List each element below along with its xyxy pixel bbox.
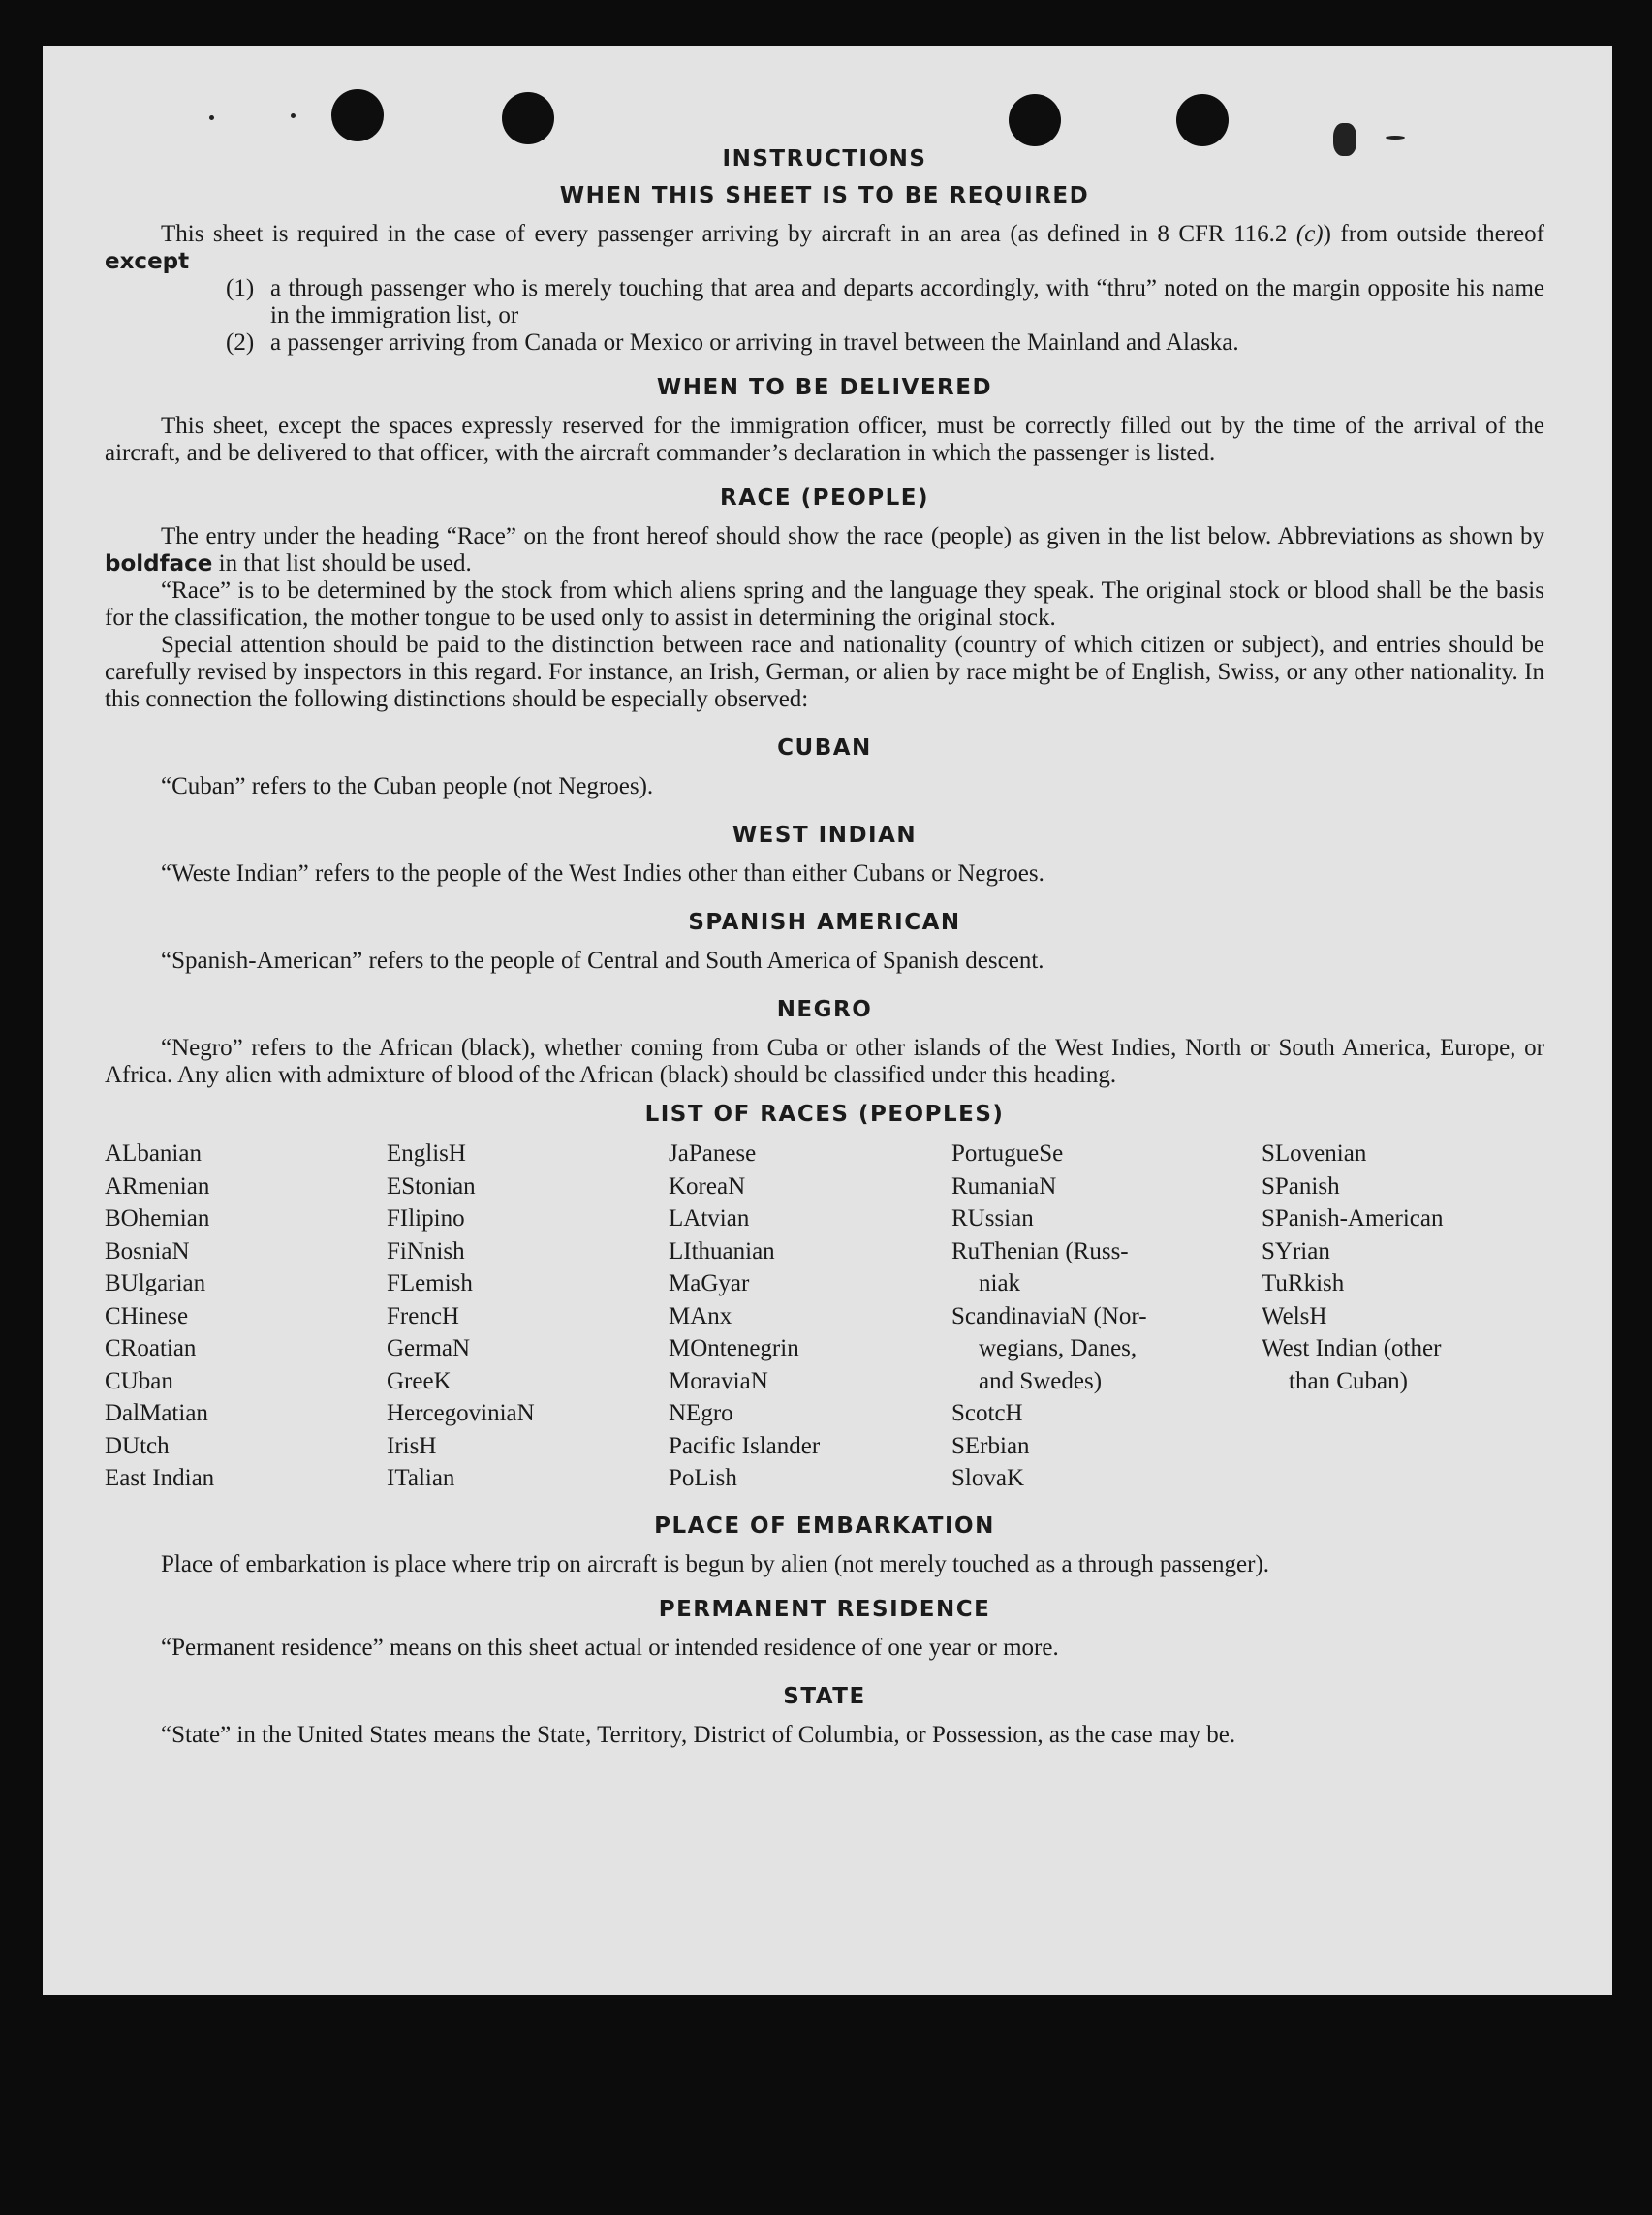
race-entry: West Indian (other <box>1262 1335 1442 1361</box>
punch-hole <box>331 89 384 141</box>
race-entry: KoreaN <box>669 1172 746 1200</box>
race-entry: MOntenegrin <box>669 1335 799 1361</box>
document-page <box>43 46 1612 1995</box>
race-entry: JaPanese <box>669 1140 757 1167</box>
ink-speck <box>209 115 214 120</box>
races-column <box>387 1138 669 1495</box>
race-entry: HercegoviniaN <box>387 1400 535 1426</box>
punch-hole <box>1176 94 1229 146</box>
race-entry-continued: and Swedes) <box>979 1367 1103 1394</box>
race-entry: FIlipino <box>387 1205 465 1232</box>
race-entry: MAnx <box>669 1302 732 1329</box>
heading-permanent-residence: PERMANENT RESIDENCE <box>658 1596 991 1622</box>
race-entry: EnglisH <box>387 1140 466 1167</box>
race-entry-continued: wegians, Danes, <box>979 1335 1138 1361</box>
race-entry: SYrian <box>1262 1237 1330 1264</box>
race-entry: RuThenian (Russ- <box>951 1237 1129 1264</box>
page-title: INSTRUCTIONS <box>722 146 927 172</box>
race-entry: LIthuanian <box>669 1237 775 1264</box>
races-column <box>951 1138 1262 1495</box>
race-entry: East Indian <box>105 1465 215 1491</box>
race-entry: CUban <box>105 1367 173 1394</box>
race-entry: FiNnish <box>387 1237 465 1264</box>
heading-when-delivered: WHEN TO BE DELIVERED <box>656 375 993 400</box>
race-entry: CHinese <box>105 1302 189 1329</box>
spanish-american-text: “Spanish-American” refers to the people of Central and South America of Spanish descent. <box>161 948 1044 974</box>
embarkation-text: Place of embarkation is place where trip on aircraft is begun by alien (not merely touched as a through passenger). <box>161 1550 1270 1577</box>
race-entry: CRoatian <box>105 1335 197 1361</box>
required-intro: This sheet is required in the case of every passenger arriving by aircraft in an area (as defined in 8 CFR 116.2 (c)) from outside thereof except <box>105 221 1544 274</box>
race-entry: DalMatian <box>105 1400 208 1426</box>
race-entry: SLovenian <box>1262 1140 1367 1167</box>
residence-text: “Permanent residence” means on this sheet actual or intended residence of one year or more. <box>161 1634 1059 1661</box>
race-entry: ScandinaviaN (Nor- <box>951 1302 1147 1329</box>
heading-list-of-races: LIST OF RACES (PEOPLES) <box>644 1102 1005 1127</box>
race-entry: BOhemian <box>105 1205 210 1232</box>
race-entry: WelsH <box>1262 1302 1327 1329</box>
race-entry: SlovaK <box>951 1465 1024 1491</box>
race-entry: DUtch <box>105 1432 170 1459</box>
exceptions-list <box>226 275 1544 357</box>
race-paragraph-3: Special attention should be paid to the distinction between race and nationality (country of which citizen or subject), and entries should be carefully revised by inspectors in this regard. For instance, an Irish, German, or alien by race might be of English, Swiss, or any other nationality. In this connection the following distinctions should be especially observed: <box>105 632 1544 712</box>
race-entry-continued: niak <box>979 1270 1021 1296</box>
cfr-citation: (c) <box>1295 221 1324 247</box>
race-entry: ScotcH <box>951 1400 1023 1426</box>
race-entry: TuRkish <box>1262 1270 1345 1296</box>
race-entry: Pacific Islander <box>669 1432 821 1459</box>
punch-hole <box>502 92 554 144</box>
exception-item: (1) a through passenger who is merely touching that area and departs accordingly, with “thru” noted on the margin opposite his name in the immigration list, or <box>226 275 1544 328</box>
race-entry: SPanish-American <box>1262 1205 1444 1232</box>
heading-west-indian: WEST INDIAN <box>732 823 918 848</box>
ink-speck <box>291 113 296 118</box>
ink-speck <box>1386 136 1405 140</box>
punch-hole <box>1009 94 1061 146</box>
heading-cuban: CUBAN <box>777 735 872 761</box>
race-entry: IrisH <box>387 1432 437 1459</box>
race-paragraph-2: “Race” is to be determined by the stock from which aliens spring and the language they speak. The original stock or blood shall be the basis for the classification, the mother tongue to be used only to assist in determining the original stock. <box>105 577 1544 631</box>
west-indian-text: “Weste Indian” refers to the people of the West Indies other than either Cubans or Negroes. <box>161 860 1044 887</box>
heading-spanish-american: SPANISH AMERICAN <box>688 910 961 935</box>
race-entry: ALbanian <box>105 1140 202 1167</box>
race-entry: GermaN <box>387 1335 471 1361</box>
heading-when-required: WHEN THIS SHEET IS TO BE REQUIRED <box>559 183 1090 208</box>
race-entry: BUlgarian <box>105 1270 206 1296</box>
races-table <box>105 1138 1544 1495</box>
race-entry: FrencH <box>387 1302 459 1329</box>
heading-state: STATE <box>783 1683 866 1709</box>
exception-item: (2) a passenger arriving from Canada or Mexico or arriving in travel between the Mainland and Alaska. <box>226 329 1239 356</box>
cuban-text: “Cuban” refers to the Cuban people (not Negroes). <box>161 773 654 799</box>
race-entry: BosniaN <box>105 1237 190 1264</box>
race-entry: LAtvian <box>669 1205 750 1232</box>
heading-embarkation: PLACE OF EMBARKATION <box>654 1513 995 1539</box>
except-word: except <box>105 249 190 274</box>
race-entry: MaGyar <box>669 1270 750 1296</box>
race-entry: PoLish <box>669 1465 737 1491</box>
races-column <box>1262 1138 1544 1495</box>
instructions-body <box>105 145 1544 1749</box>
race-entry: RumaniaN <box>951 1172 1057 1200</box>
race-entry: MoraviaN <box>669 1367 768 1394</box>
heading-negro: NEGRO <box>776 997 873 1022</box>
race-entry: SPanish <box>1262 1172 1340 1200</box>
negro-text: “Negro” refers to the African (black), whether coming from Cuba or other islands of the West Indies, North or South America, Europe, or Africa. Any alien with admixture of blood of the African (black) should be classified under this heading. <box>105 1035 1544 1088</box>
races-column <box>105 1138 387 1495</box>
races-column <box>669 1138 951 1495</box>
race-entry-continued: than Cuban) <box>1289 1367 1408 1394</box>
state-text: “State” in the United States means the State, Territory, District of Columbia, or Possession, as the case may be. <box>161 1721 1236 1748</box>
race-entry: ITalian <box>387 1465 455 1491</box>
heading-race: RACE (PEOPLE) <box>720 485 929 511</box>
race-entry: ARmenian <box>105 1172 210 1200</box>
delivered-text: This sheet, except the spaces expressly reserved for the immigration officer, must be correctly filled out by the time of the arrival of the aircraft, and be delivered to that officer, with the aircraft commander’s declaration in which the passenger is listed. <box>105 413 1544 466</box>
race-entry: NEgro <box>669 1400 733 1426</box>
race-entry: SErbian <box>951 1432 1030 1459</box>
race-entry: PortugueSe <box>951 1140 1064 1167</box>
race-entry: RUssian <box>951 1205 1034 1232</box>
race-paragraph-1: The entry under the heading “Race” on the front hereof should show the race (people) as given in the list below. Abbreviations as shown by boldface in that list should be used. <box>105 523 1544 577</box>
race-entry: FLemish <box>387 1270 473 1296</box>
race-entry: GreeK <box>387 1367 452 1394</box>
race-entry: EStonian <box>387 1172 476 1200</box>
boldface-word: boldface <box>105 551 213 577</box>
